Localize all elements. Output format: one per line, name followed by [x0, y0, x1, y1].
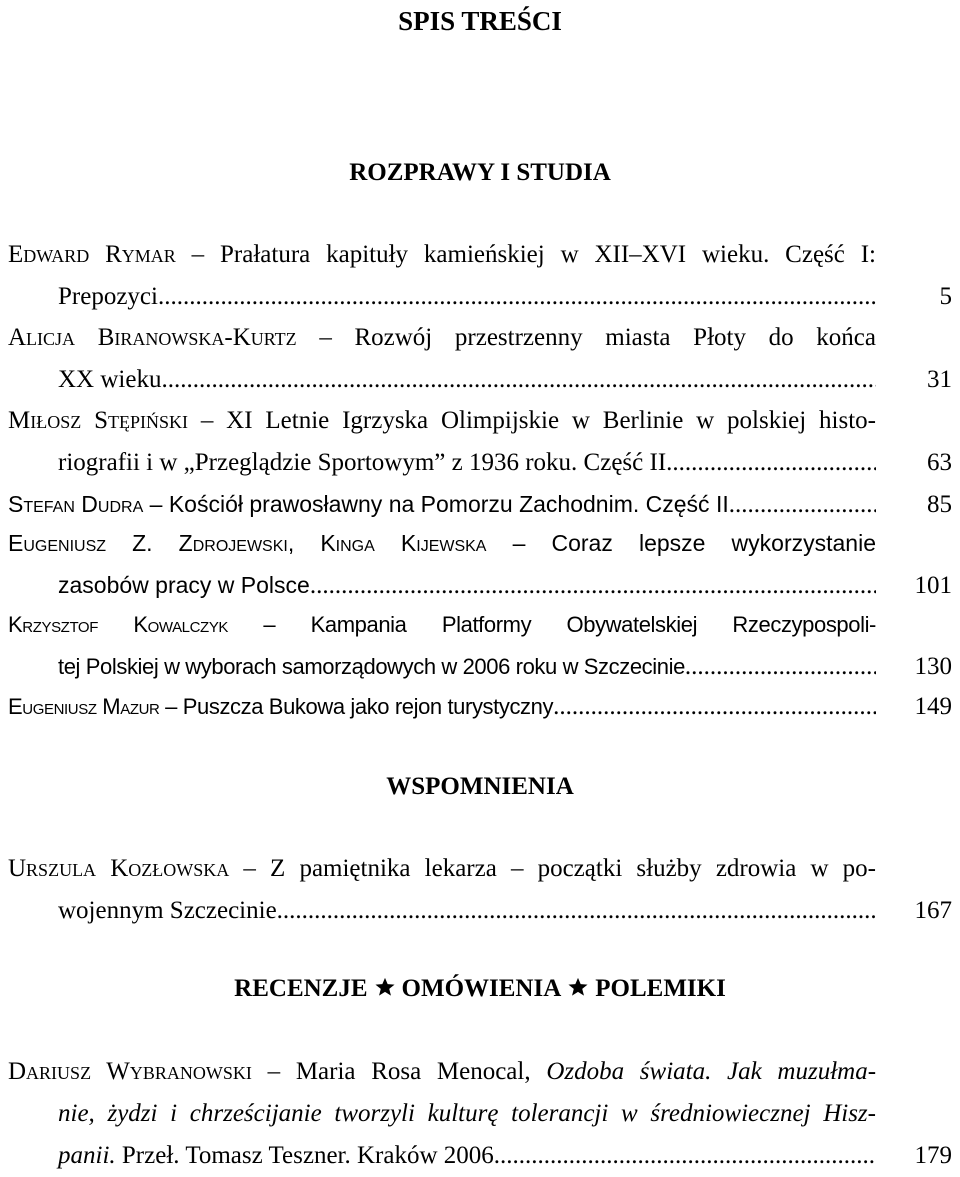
- author-name: Stefan Dudra: [8, 491, 144, 517]
- star-icon: [374, 976, 396, 998]
- toc-entry-line: [8, 646, 952, 688]
- entry-title: Rozwój przestrzenny miasta Płoty do końca: [354, 324, 876, 351]
- author-name: Miłosz Stępiński: [8, 407, 188, 434]
- toc-entry: [8, 317, 952, 401]
- toc-entry-line: [8, 1135, 952, 1177]
- toc-entry: [8, 604, 952, 688]
- leader-dots: [553, 686, 876, 728]
- toc-entry-line: Krzysztof Kowalczyk – Kampania Platformy Obywatelskiej Rzeczypospoli-: [8, 612, 876, 637]
- author-name: Urszula Kozłowska: [8, 855, 230, 882]
- toc-entry-line: [8, 276, 952, 318]
- entry-title: wojennym Szczecinie: [58, 897, 277, 924]
- toc-entry: [8, 234, 952, 318]
- leader-dots: [161, 359, 876, 401]
- entry-title: riografii i w „Przeglądzie Sportowym” z 1936 roku. Część II: [58, 449, 667, 476]
- author-name: Eugeniusz Mazur: [8, 694, 160, 719]
- entry-title: Kampania Platformy Obywatelskiej Rzeczypospoli-: [310, 612, 876, 637]
- toc-entry: [8, 848, 952, 932]
- toc-entry-line: Edward Rymar – Prałatura kapituły kamieńskiej w XII–XVI wieku. Część I:: [8, 241, 876, 268]
- page-number: 5: [939, 283, 952, 310]
- toc-entry-line: Urszula Kozłowska – Z pamiętnika lekarza – początki służby zdrowia w po-: [8, 855, 876, 882]
- page-number: 130: [914, 653, 952, 680]
- leader-dots: [685, 646, 876, 688]
- leader-dots: [277, 890, 876, 932]
- author-name: Edward Rymar: [8, 241, 176, 268]
- page-title: SPIS TREŚCI: [398, 6, 562, 36]
- page-number: 149: [914, 693, 952, 720]
- leader-dots: [729, 484, 876, 526]
- entry-title: Prepozyci: [58, 283, 158, 310]
- entry-title: Prałatura kapituły kamieńskiej w XII–XVI wieku. Część I:: [220, 241, 876, 268]
- entry-title: XX wieku: [58, 366, 162, 393]
- author-name: Eugeniusz Z. Zdrojewski, Kinga Kijewska: [8, 530, 487, 556]
- toc-entry-line: [8, 442, 952, 484]
- toc-entry-line: [8, 564, 952, 606]
- page-number: 31: [927, 366, 952, 393]
- section-heading-wspomnienia: WSPOMNIENIA: [386, 773, 574, 800]
- toc-entry-line: [8, 359, 952, 401]
- entry-title: Z pamiętnika lekarza – początki służby zdrowia w po-: [270, 855, 876, 882]
- toc-entry: [8, 483, 952, 525]
- section-heading-rozprawy: ROZPRAWY I STUDIA: [349, 159, 611, 186]
- author-name: Dariusz Wybranowski: [8, 1058, 252, 1085]
- entry-title: Coraz lepsze wykorzystanie: [551, 530, 876, 556]
- entry-title-italic: panii.: [58, 1142, 116, 1169]
- entry-title: Przeł. Tomasz Teszner. Kraków 2006: [121, 1142, 494, 1169]
- leader-dots: [310, 565, 876, 607]
- entry-title: Puszcza Bukowa jako rejon turystyczny: [182, 694, 554, 719]
- entry-title-italic: nie, żydzi i chrześcijanie tworzyli kulturę tolerancji w średniowiecznej Hisz-: [58, 1100, 876, 1127]
- section-heading-recenzje: RECENZJE OMÓWIENIA POLEMIKI: [234, 975, 726, 1002]
- leader-dots: [158, 276, 876, 318]
- page-number: 167: [914, 897, 952, 924]
- toc-entry-line: [8, 1093, 952, 1135]
- toc-entry: [8, 1051, 952, 1177]
- toc-entry-line: Alicja Biranowska-Kurtz – Rozwój przestrzenny miasta Płoty do końca: [8, 324, 876, 351]
- toc-entry: [8, 400, 952, 484]
- toc-entry: [8, 522, 952, 606]
- page-number: 63: [927, 449, 952, 476]
- page-number: 85: [927, 491, 952, 518]
- toc-entry-line: Eugeniusz Mazur – Puszcza Bukowa jako rejon turystyczny ..... 149: [8, 686, 952, 728]
- toc-entry-line: Stefan Dudra – Kościół prawosławny na Pomorzu Zachodnim. Część II ..... 85: [8, 483, 952, 525]
- toc-entry-line: [8, 890, 952, 932]
- entry-title: XI Letnie Igrzyska Olimpijskie w Berlinie w polskiej histo-: [226, 407, 877, 434]
- page-number: 179: [914, 1142, 952, 1169]
- entry-title: Kościół prawosławny na Pomorzu Zachodnim. Część II: [168, 491, 729, 517]
- toc-entry-line: Miłosz Stępiński – XI Letnie Igrzyska Olimpijskie w Berlinie w polskiej histo-: [8, 407, 877, 434]
- toc-entry-line: Eugeniusz Z. Zdrojewski, Kinga Kijewska – Coraz lepsze wykorzystanie: [8, 530, 876, 556]
- leader-dots: [666, 442, 876, 484]
- leader-dots: [494, 1135, 876, 1177]
- page-number: 101: [914, 572, 952, 599]
- entry-title-italic: Ozdoba świata. Jak muzułma-: [546, 1058, 877, 1085]
- author-name: Krzysztof Kowalczyk: [8, 612, 229, 637]
- entry-title: Maria Rosa Menocal,: [295, 1058, 531, 1085]
- toc-entry-line: Dariusz Wybranowski – Maria Rosa Menocal, Ozdoba świata. Jak muzułma-: [8, 1058, 877, 1085]
- toc-entry: [8, 686, 952, 728]
- entry-title: zasobów pracy w Polsce: [58, 572, 310, 598]
- star-icon: [567, 976, 589, 998]
- author-name: Alicja Biranowska-Kurtz: [8, 324, 297, 351]
- entry-title: tej Polskiej w wyborach samorządowych w 2006 roku w Szczecinie: [58, 654, 685, 679]
